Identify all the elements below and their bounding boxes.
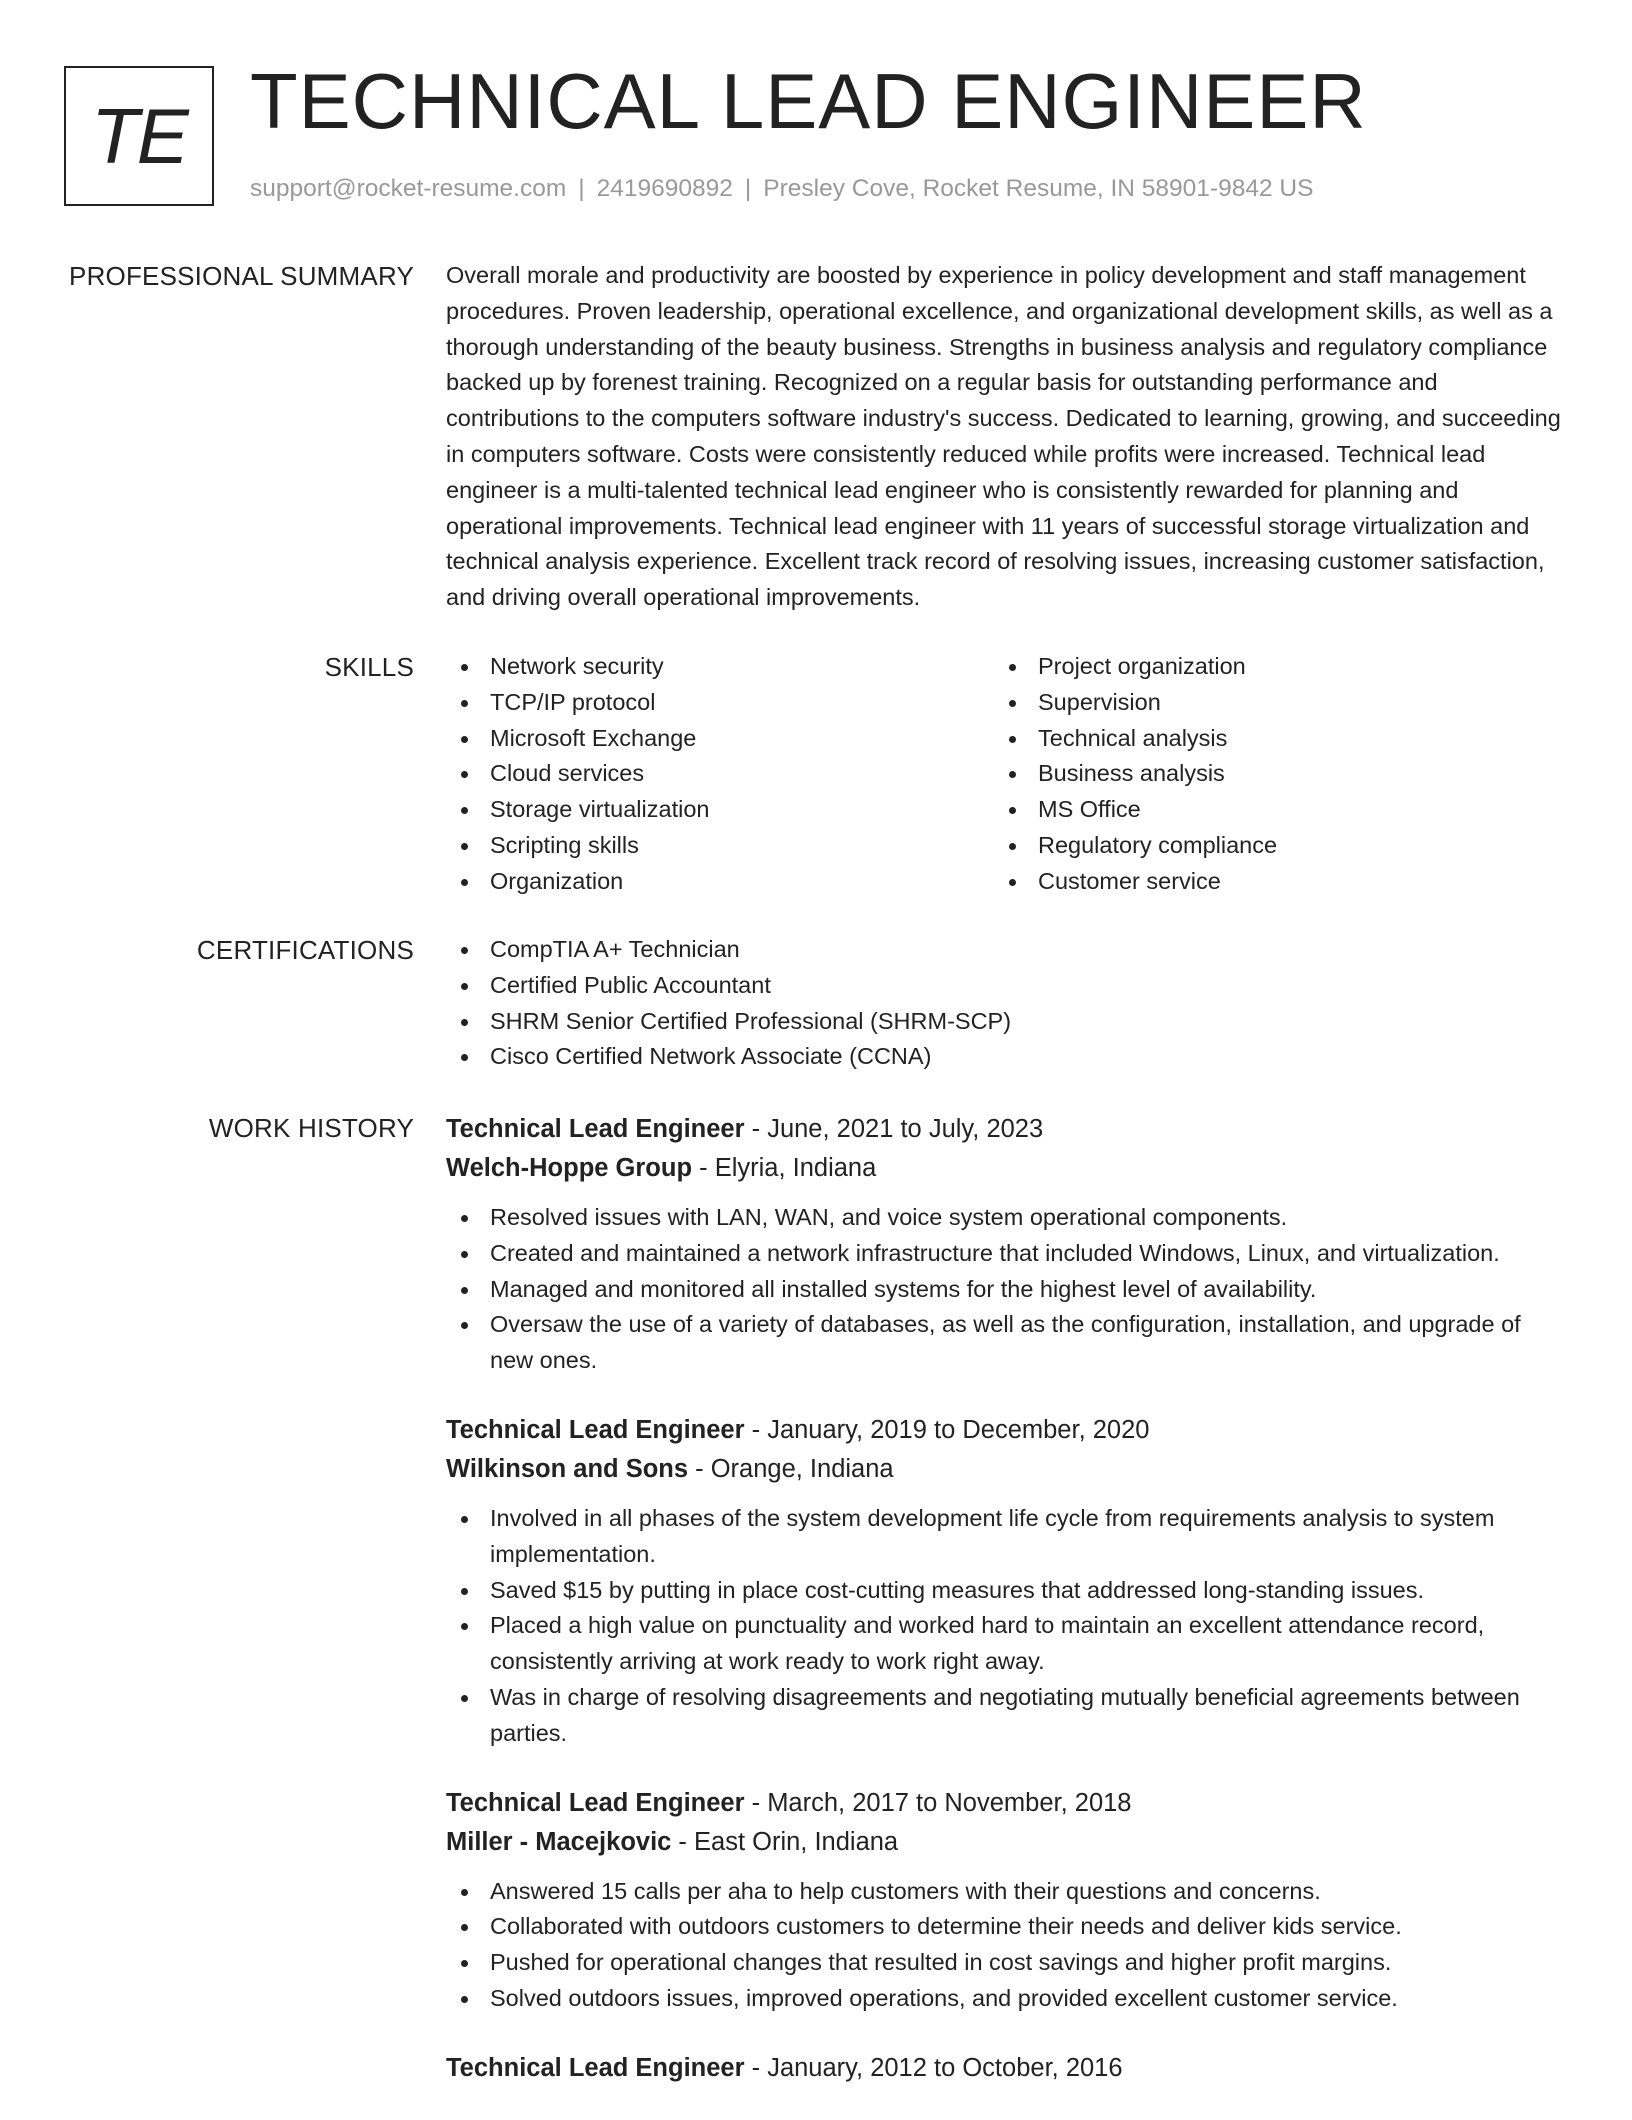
job-title-line [446, 1784, 1566, 1823]
job-entry [446, 2049, 1566, 2088]
summary-heading: PROFESSIONAL SUMMARY [69, 261, 414, 291]
skill-item: Supervision [994, 685, 1542, 721]
job-title-line [446, 1411, 1566, 1450]
contact-separator: | [744, 175, 752, 202]
job-title-line [446, 2049, 1566, 2088]
certification-item: Certified Public Accountant [446, 968, 1566, 1004]
job-company: Welch-Hoppe Group [446, 1154, 693, 1182]
job-entry [446, 1110, 1566, 1379]
skill-item: Project organization [994, 649, 1542, 685]
job-company-line [446, 1149, 1566, 1188]
job-title: Technical Lead Engineer [446, 1115, 745, 1143]
job-bullets [446, 1501, 1566, 1752]
job-bullet: Created and maintained a network infrastructure that included Windows, Linux, and virtualization. [446, 1236, 1566, 1272]
job-bullet: Solved outdoors issues, improved operations, and provided excellent customer service. [446, 1981, 1566, 2017]
certification-item: SHRM Senior Certified Professional (SHRM-SCP) [446, 1004, 1566, 1040]
job-bullet: Managed and monitored all installed systems for the highest level of availability. [446, 1272, 1566, 1308]
skill-item: Network security [446, 649, 994, 685]
job-bullet: Pushed for operational changes that resulted in cost savings and higher profit margins. [446, 1945, 1566, 1981]
skill-item: Microsoft Exchange [446, 721, 994, 757]
contact-phone: 2419690892 [596, 175, 733, 202]
job-bullet: Was in charge of resolving disagreements and negotiating mutually beneficial agreements between parties. [446, 1680, 1566, 1752]
skill-item: Storage virtualization [446, 792, 994, 828]
job-title: Technical Lead Engineer [446, 2053, 745, 2082]
skill-item: Organization [446, 864, 994, 900]
job-company: Wilkinson and Sons [446, 1454, 689, 1483]
certifications-heading: CERTIFICATIONS [196, 935, 414, 965]
skills-list-right [994, 649, 1542, 900]
job-dates: - June, 2021 to July, 2023 [744, 1115, 1044, 1143]
job-bullet: Placed a high value on punctuality and worked hard to maintain an excellent attendance record, consistently arriving at work ready to work right away. [446, 1608, 1566, 1680]
job-location: - Elyria, Indiana [692, 1154, 877, 1182]
job-bullets [446, 1200, 1566, 1379]
skill-item: Business analysis [994, 756, 1542, 792]
skill-item: Regulatory compliance [994, 828, 1542, 864]
job-location: - East Orin, Indiana [671, 1827, 899, 1856]
job-location: - Orange, Indiana [688, 1454, 894, 1483]
contact-email: support@rocket-resume.com [250, 175, 567, 202]
skill-item: Cloud services [446, 756, 994, 792]
job-bullet: Collaborated with outdoors customers to determine their needs and deliver kids service. [446, 1909, 1566, 1945]
job-dates: - January, 2019 to December, 2020 [744, 1415, 1150, 1444]
contact-separator: | [578, 175, 585, 202]
skills-grid [446, 649, 1566, 900]
job-title: Technical Lead Engineer [446, 1415, 745, 1444]
skill-item: Technical analysis [994, 721, 1542, 757]
skills-heading: SKILLS [324, 652, 414, 682]
job-bullet: Saved $15 by putting in place cost-cutting measures that addressed long-standing issues. [446, 1573, 1566, 1609]
job-entry [446, 1784, 1566, 2017]
skills-list-left [446, 649, 994, 900]
job-title: Technical Lead Engineer [446, 1788, 745, 1817]
job-bullet: Resolved issues with LAN, WAN, and voice system operational components. [446, 1200, 1566, 1236]
skill-item: TCP/IP protocol [446, 685, 994, 721]
job-bullets [446, 1874, 1566, 2017]
work-history-heading: WORK HISTORY [208, 1113, 414, 1143]
skill-item: Scripting skills [446, 828, 994, 864]
skill-item: MS Office [994, 792, 1542, 828]
monogram-badge: TE [64, 66, 214, 206]
job-title-line [446, 1110, 1566, 1149]
contact-line [250, 172, 1313, 206]
job-bullet: Oversaw the use of a variety of databases, as well as the configuration, installation, and upgrade of new ones. [446, 1307, 1566, 1379]
job-entry [446, 1411, 1566, 1752]
certifications-list [446, 932, 1566, 1075]
contact-address: Presley Cove, Rocket Resume, IN 58901-9842 US [763, 175, 1314, 202]
job-company-line [446, 1450, 1566, 1489]
certification-item: CompTIA A+ Technician [446, 932, 1566, 968]
job-dates: - January, 2012 to October, 2016 [744, 2053, 1123, 2082]
job-company-line [446, 1823, 1566, 1862]
summary-text: Overall morale and productivity are boosted by experience in policy development and staff management procedures. Proven leadership, operational excellence, and organizational development skills, as well as a thorough understanding of the beauty business. Strengths in business analysis and regulatory compliance backed up by forenest training. Recognized on a regular basis for outstanding performance and contributions to the computers software industry's success. Dedicated to learning, growing, and succeeding in computers software. Costs were consistently reduced while profits were increased. Technical lead engineer is a multi-talented technical lead engineer who is consistently rewarded for planning and operational improvements. Technical lead engineer with 11 years of successful storage virtualization and technical analysis experience. Excellent track record of resolving issues, increasing customer satisfaction, and driving overall operational improvements. [446, 262, 1561, 611]
job-dates: - March, 2017 to November, 2018 [744, 1788, 1132, 1817]
resume-title: TECHNICAL LEAD ENGINEER [250, 57, 1367, 145]
job-bullet: Answered 15 calls per aha to help customers with their questions and concerns. [446, 1874, 1566, 1910]
job-company: Miller - Macejkovic [446, 1827, 672, 1856]
skill-item: Customer service [994, 864, 1542, 900]
job-bullet: Involved in all phases of the system development life cycle from requirements analysis to system implementation. [446, 1501, 1566, 1573]
certification-item: Cisco Certified Network Associate (CCNA) [446, 1039, 1566, 1075]
